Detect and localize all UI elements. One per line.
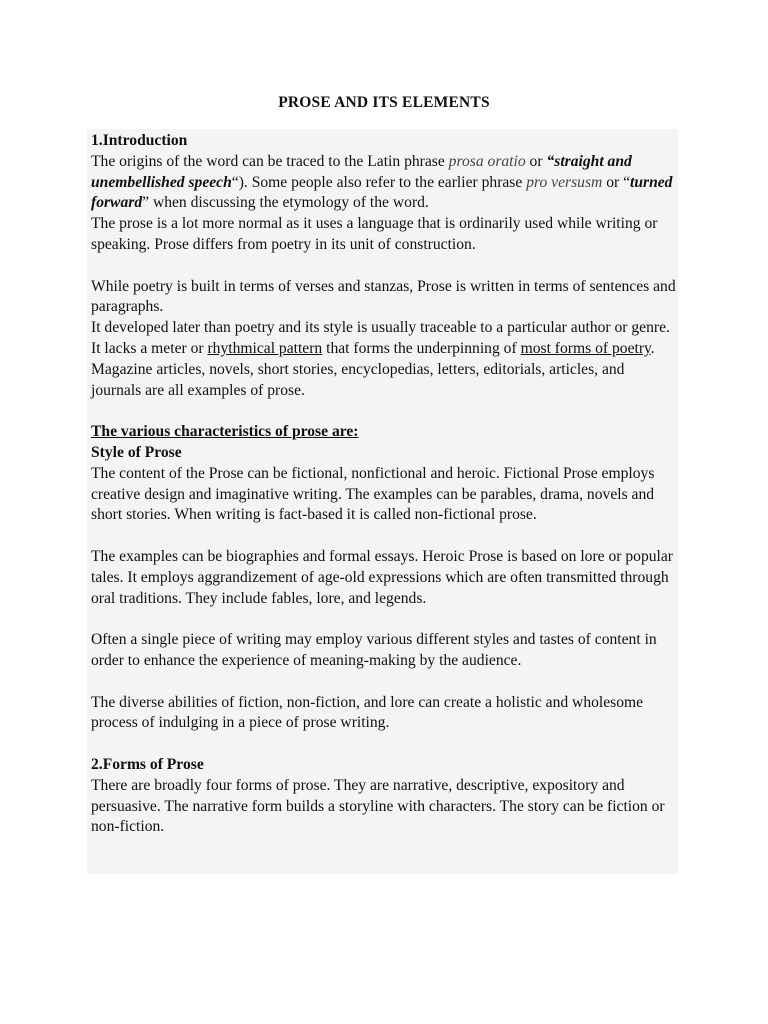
link-rhythmical-pattern[interactable]: rhythmical pattern [207,339,323,357]
latin-phrase: pro versusm [526,173,603,191]
paragraph-gap [91,401,678,422]
emphasized-phrase: “straight and unembellished speech [91,152,632,191]
paragraph-gap [91,672,678,693]
paragraph-abilities: The diverse abilities of fiction, non-fiction, and lore can create a holistic and wholesome process of indulging in a piece of prose writing. [91,693,644,732]
text-run: or [525,152,547,170]
text-run: The origins of the word can be traced to the Latin phrase [91,152,449,170]
paragraph-gap [91,609,678,630]
paragraph-heroic-prose: The examples can be biographies and formal essays. Heroic Prose is based on lore or popular tales. It employs aggrandizement of age-old expressions which are often transmitted through oral traditions. They include fables, lore, and legends. [91,547,673,607]
paragraph-origins [91,152,678,214]
paragraph-forms: There are broadly four forms of prose. They are narrative, descriptive, expository and persuasive. The narrative form builds a storyline with characters. The story can be fiction or non-fiction. [91,776,665,836]
subheading-style-of-prose: Style of Prose [91,443,182,461]
link-forms-of-poetry[interactable]: most forms of poetry [520,339,651,357]
paragraph-verses: While poetry is built in terms of verses and stanzas, Prose is written in terms of sentences and paragraphs. [91,277,676,316]
latin-phrase: prosa oratio [448,152,526,170]
text-run: or “ [602,173,631,191]
paragraph-examples: Magazine articles, novels, short stories, encyclopedias, letters, editorials, articles, and journals are all examples of prose. [91,360,625,399]
text-run: . [650,339,655,357]
paragraph-gap [91,734,678,755]
paragraph-styles: Often a single piece of writing may employ various different styles and tastes of content in order to enhance the experience of meaning-making by the audience. [91,631,657,669]
page-title: PROSE AND ITS ELEMENTS [278,94,490,111]
text-run: ” when discussing the etymology of the word. [142,194,429,212]
section-heading-characteristics: The various characteristics of prose are: [91,423,359,441]
paragraph-history [91,318,678,360]
emphasized-phrase: turned forward [91,173,673,212]
section-heading-introduction: 1.Introduction [91,132,188,149]
text-run: “). Some people also refer to the earlier phrase [231,173,527,191]
paragraph-gap [91,526,678,547]
paragraph-normal-language: The prose is a lot more normal as it uses a language that is ordinarily used while writing or speaking. Prose differs from poetry in its unit of construction. [91,215,658,253]
text-run: It developed later than poetry and its style is usually traceable to a particular author or genre. It lacks a meter or [91,319,670,357]
section-heading-forms: 2.Forms of Prose [91,755,204,773]
paragraph-content-types: The content of the Prose can be fictional, nonfictional and heroic. Fictional Prose employs creative design and imaginative writing. The examples can be parables, drama, novels and short stories. When writing is fact-based it is called non-fictional prose. [91,464,655,524]
document-body [87,129,678,874]
text-run: that forms the underpinning of [322,339,521,357]
paragraph-gap [91,256,678,277]
